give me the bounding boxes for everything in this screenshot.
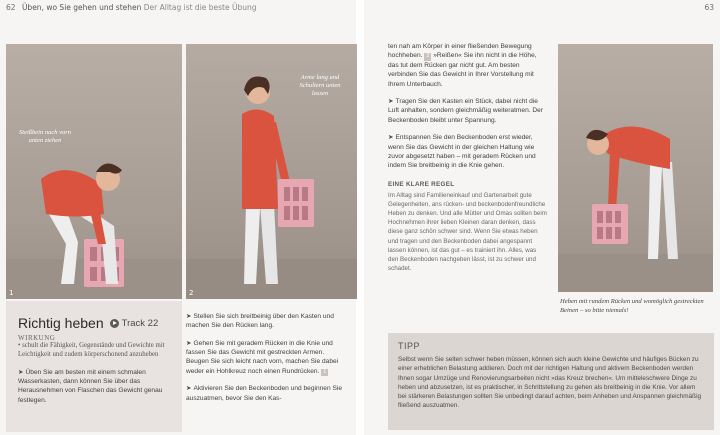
step-3 xyxy=(186,339,348,377)
tip-title: TIPP xyxy=(398,341,421,351)
rule-heading: EINE KLARE REGEL xyxy=(388,180,455,188)
photo1-note: Steißbein nach vorn unten ziehen xyxy=(19,129,71,145)
step-6-text: Entspannen Sie den Beckenboden erst wieder, wenn Sie das Gewicht in der gleichen Haltung wie zuvor abgesetzt haben – mit geradem Rücken und indem Sie breitbeinig in die Knie gehen. xyxy=(388,134,536,170)
photo1-number: 1 xyxy=(9,289,14,297)
track-label: Track 22 xyxy=(121,317,159,329)
effect-label: WIRKUNG xyxy=(18,334,56,342)
step-4-text: Aktivieren Sie den Beckenboden und beginnen Sie auszuatmen, bevor Sie den Kas- xyxy=(186,385,343,402)
arrow-icon: ➤ xyxy=(388,98,394,106)
play-track-icon xyxy=(110,319,119,328)
photo-wrong-lift xyxy=(558,44,713,292)
subsection-title: Der Alltag ist die beste Übung xyxy=(143,3,257,12)
right-text-column xyxy=(388,42,548,273)
step-2-text: Stellen Sie sich breitbeinig über den Kasten und machen Sie den Rücken lang. xyxy=(186,313,334,330)
arrow-icon: ➤ xyxy=(388,134,394,142)
woman-bent-illustration xyxy=(558,44,713,292)
running-head-right xyxy=(704,3,714,12)
arrow-icon: ➤ xyxy=(186,339,192,347)
photo3-caption: Heben mit rundem Rücken und womöglich gestreckten Beinen – so bitte niemals! xyxy=(560,298,704,314)
running-head-left xyxy=(6,3,257,12)
step-1-text: Üben Sie am besten mit einem schmalen Wasserkasten, dann können Sie über das Herausnehmen von Flaschen das Gewicht genau festlegen. xyxy=(18,368,163,404)
step-6 xyxy=(388,133,548,170)
photo-standing-carry xyxy=(186,44,357,299)
woman-squatting-illustration xyxy=(6,44,182,299)
page-number-left: 62 xyxy=(6,3,16,12)
step-2 xyxy=(186,312,348,331)
page-number-right: 63 xyxy=(704,3,714,12)
arrow-icon: ➤ xyxy=(18,368,24,376)
step-5 xyxy=(388,97,548,125)
book-gutter xyxy=(356,0,364,435)
step-3-text: Gehen Sie mit geradem Rücken in die Knie und fassen Sie das Gewicht mit gestreckten Armen. Beugen Sie sich leicht nach vorn, machen Sie dabei weder ein Hohlkreuz noch einen Rundrücken. xyxy=(186,339,339,375)
step-4 xyxy=(186,384,348,403)
section-title: Üben, wo Sie gehen und stehen xyxy=(21,3,142,12)
step-1 xyxy=(18,368,172,405)
arrow-icon: ➤ xyxy=(186,385,192,393)
continued-text-1: ten nah am Körper in einer fließenden Bewegung hochheben. xyxy=(388,43,532,60)
photo-squat-lift xyxy=(6,44,182,299)
photo2-number: 2 xyxy=(189,289,194,297)
tip-text: Selbst wenn Sie selten schwer heben müssen, können sich auch kleine Gewichte und häufiges Bücken zu einer erheblichen Belastung addieren. Doch mit der richtigen Haltung und aktivem Beckenboden werden Ihnen sogar Umzüge und Renovierungsarbeiten nicht »das Kreuz brechen«. Um mitteleschwere Dinge zu heben und abzusetzen, ist es praktischer, in Schrittstellung zu gehen als breitbeinig in die Knie. Vor allem bei stärkeren Belastungen sollten Sie unbedingt darauf achten, beim Anheben und Anspannen gleichmäßig fließend auszuatmen. xyxy=(398,356,702,410)
continued-text xyxy=(388,42,548,89)
photo2-note: Arme lang und Schultern unten lassen xyxy=(299,74,341,98)
exercise-header-box xyxy=(6,301,182,432)
photo-ref-2: 2 xyxy=(426,53,430,60)
photo-ref-1: 1 xyxy=(323,368,327,375)
arrow-icon: ➤ xyxy=(186,313,192,320)
exercise-title: Richtig heben xyxy=(18,315,104,331)
rule-text: Im Alltag sind Familieneinkauf und Gartenarbeit gute Gelegenheiten, ans rücken- und beckenbodenfreundliche Heben zu denken. Und alle Mütter und Omas sollten beim Hochnehmen ihrer lieben Kleinen daran denken, dass diese ganz schön schwer sind. Wenn Sie etwas heben und tragen und den Beckenboden dabei angespannt lassen können, ist das gut – es trainiert ihn. Alles, was den Beckenboden nachgeben lässt, ist zu schwer und schadet. xyxy=(388,191,547,273)
continued-text-2: »Reißen« Sie ihn nicht in die Höhe, das tut dem Rücken gar nicht gut. Am besten verbinden Sie das Gewicht in Ihrer Vorstellung mit Ihrem Unterbauch. xyxy=(388,52,537,88)
effect-text: • schult die Fähigkeit, Gegenstände und Gewichte mit Leichtigkeit und zudem körperschonend anzuheben xyxy=(18,342,165,358)
left-text-column xyxy=(186,312,348,403)
step-5-text: Tragen Sie den Kasten ein Stück, dabei nicht die Luft anhalten, sondern gleichmäßig weiteratmen. Der Beckenboden bleibt unter Spannung. xyxy=(388,98,544,124)
tip-box xyxy=(388,333,714,430)
